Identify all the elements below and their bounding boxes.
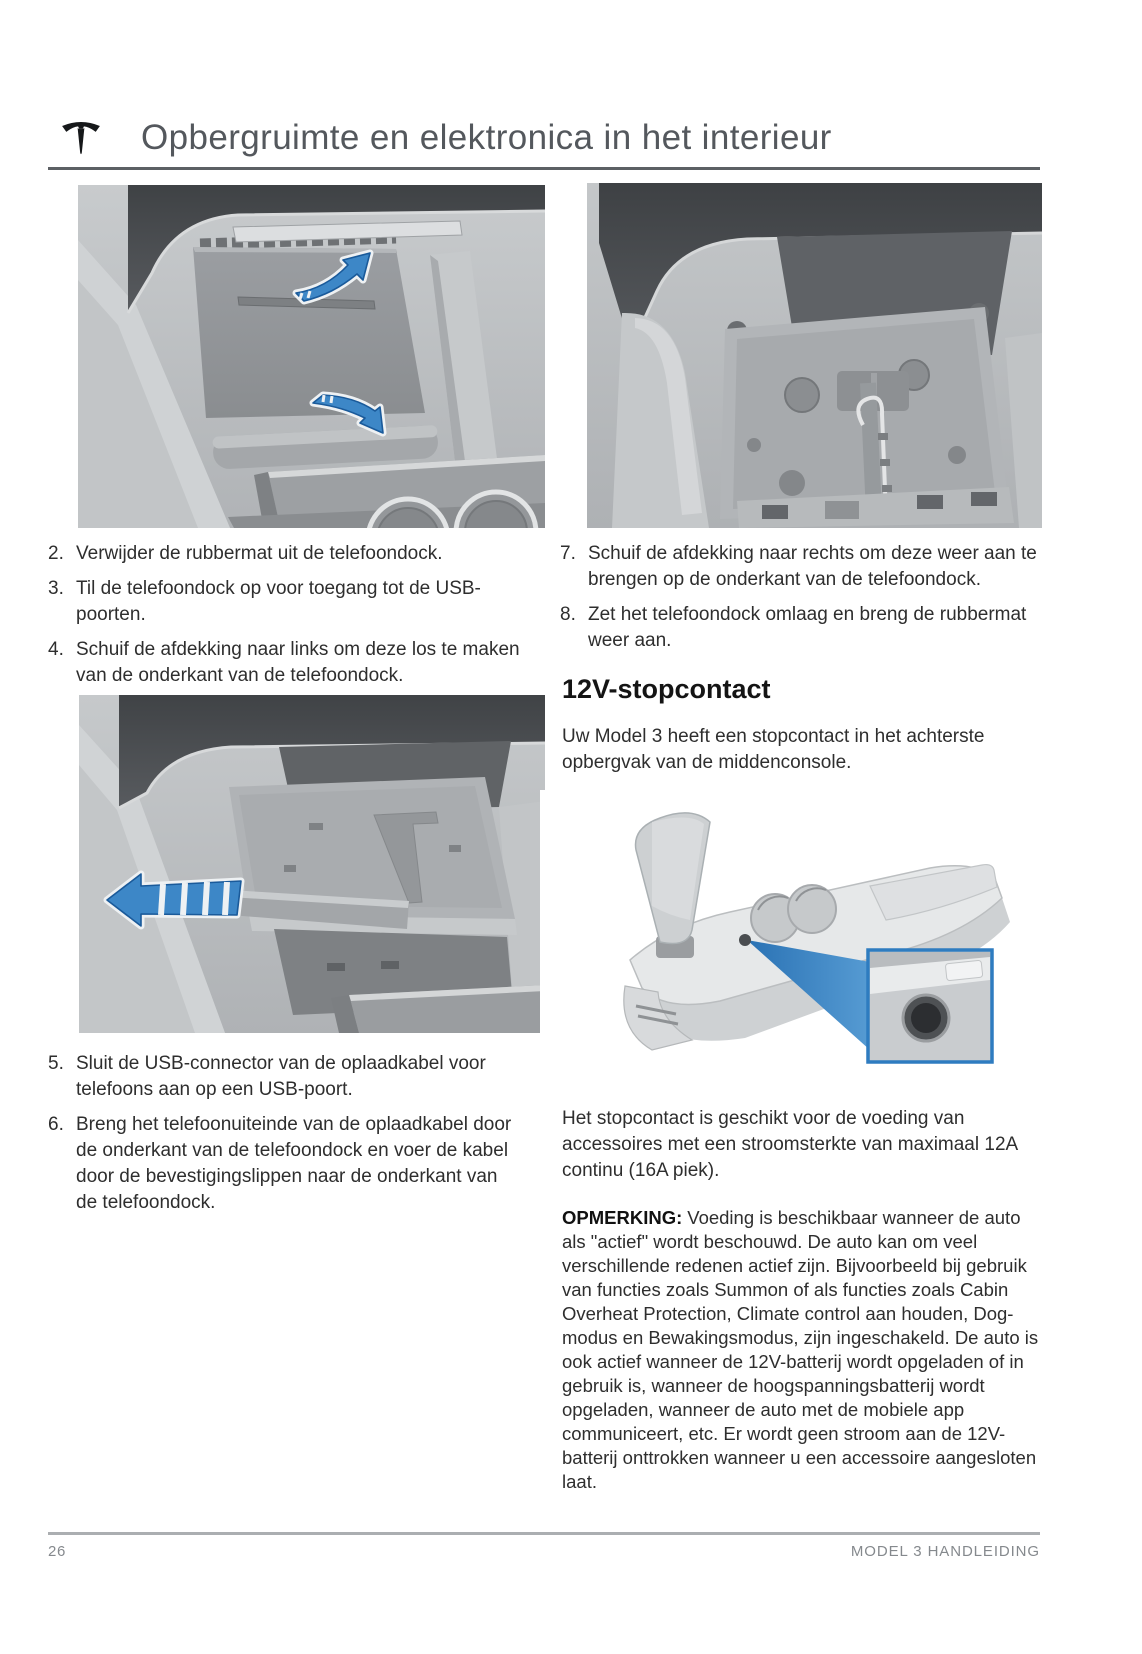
list-item [48, 1112, 521, 1216]
tesla-logo-icon [60, 116, 102, 162]
steps-5-6 [48, 1051, 521, 1216]
page-number: 26 [48, 1543, 66, 1560]
phone-dock-underside-illustration [587, 183, 1042, 528]
figure-phone-dock-underside [587, 183, 1042, 528]
step-number: 8. [560, 604, 576, 625]
section-note [562, 1206, 1042, 1494]
step-text: Schuif de afdekking naar links om deze los te maken van de onderkant van de telefoondock. [76, 639, 520, 686]
step-number: 3. [48, 578, 64, 599]
list-item [48, 576, 521, 628]
figure-cover-slide-left [79, 695, 545, 1033]
list-item [560, 541, 1042, 593]
figure-console-12v-outlet [540, 790, 1040, 1066]
section-heading-12v: 12V-stopcontact [562, 674, 771, 704]
step-text: Schuif de afdekking naar rechts om deze weer aan te brengen op de onderkant van de telefoondock. [588, 543, 1037, 590]
step-text: Verwijder de rubbermat uit de telefoondock. [76, 543, 443, 564]
list-item [48, 637, 521, 689]
phone-dock-arrows-illustration [78, 185, 545, 528]
console-12v-illustration [540, 790, 1040, 1066]
section-intro: Uw Model 3 heeft een stopcontact in het achterste opbergvak van de middenconsole. [562, 726, 985, 773]
list-item [560, 602, 1042, 654]
section-body: Het stopcontact is geschikt voor de voeding van accessoires met een stroomsterkte van maximaal 12A continu (16A piek). [562, 1108, 1018, 1181]
step-number: 5. [48, 1053, 64, 1074]
step-number: 7. [560, 543, 576, 564]
step-number: 2. [48, 543, 64, 564]
step-text: Til de telefoondock op voor toegang tot de USB-poorten. [76, 578, 481, 625]
list-item [48, 541, 521, 567]
figure-phone-dock-arrows [78, 185, 545, 528]
note-text: Voeding is beschikbaar wanneer de auto als "actief" wordt beschouwd. De auto kan om veel verschillende redenen actief zijn. Bijvoorbeeld bij gebruik van functies zoals Summon of als functies zoals Cabin Overheat Protection, Climate control aan houden, Dog-modus en Bewakingsmodus, zijn ingeschakeld. De auto is ook actief wanneer de 12V-batterij wordt opgeladen of in gebruik is, wanneer de hoogspanningsbatterij wordt opgeladen, wanneer de auto met de mobiele app communiceert, etc. Er wordt geen stroom aan de 12V-batterij onttrokken wanneer u een accessoire aangesloten laat. [562, 1207, 1039, 1492]
cover-slide-illustration [79, 695, 545, 1033]
header-rule [48, 167, 1040, 170]
page-title: Opbergruimte en elektronica in het interieur [141, 118, 832, 157]
step-text: Sluit de USB-connector van de oplaadkabel voor telefoons aan op een USB-poort. [76, 1053, 486, 1100]
step-text: Breng het telefoonuiteinde van de oplaadkabel door de onderkant van de telefoondock en voer de kabel door de bevestigingslippen naar de onderkant van de telefoondock. [76, 1114, 512, 1213]
steps-7-8 [560, 541, 1042, 654]
manual-label: MODEL 3 HANDLEIDING [850, 1543, 1040, 1560]
step-number: 6. [48, 1114, 64, 1135]
step-number: 4. [48, 639, 64, 660]
footer-rule [48, 1532, 1040, 1535]
list-item [48, 1051, 521, 1103]
step-text: Zet het telefoondock omlaag en breng de rubbermat weer aan. [588, 604, 1027, 651]
outlet-zoom-inset [868, 950, 992, 1062]
note-label: OPMERKING: [562, 1207, 683, 1228]
steps-2-4 [48, 541, 521, 689]
